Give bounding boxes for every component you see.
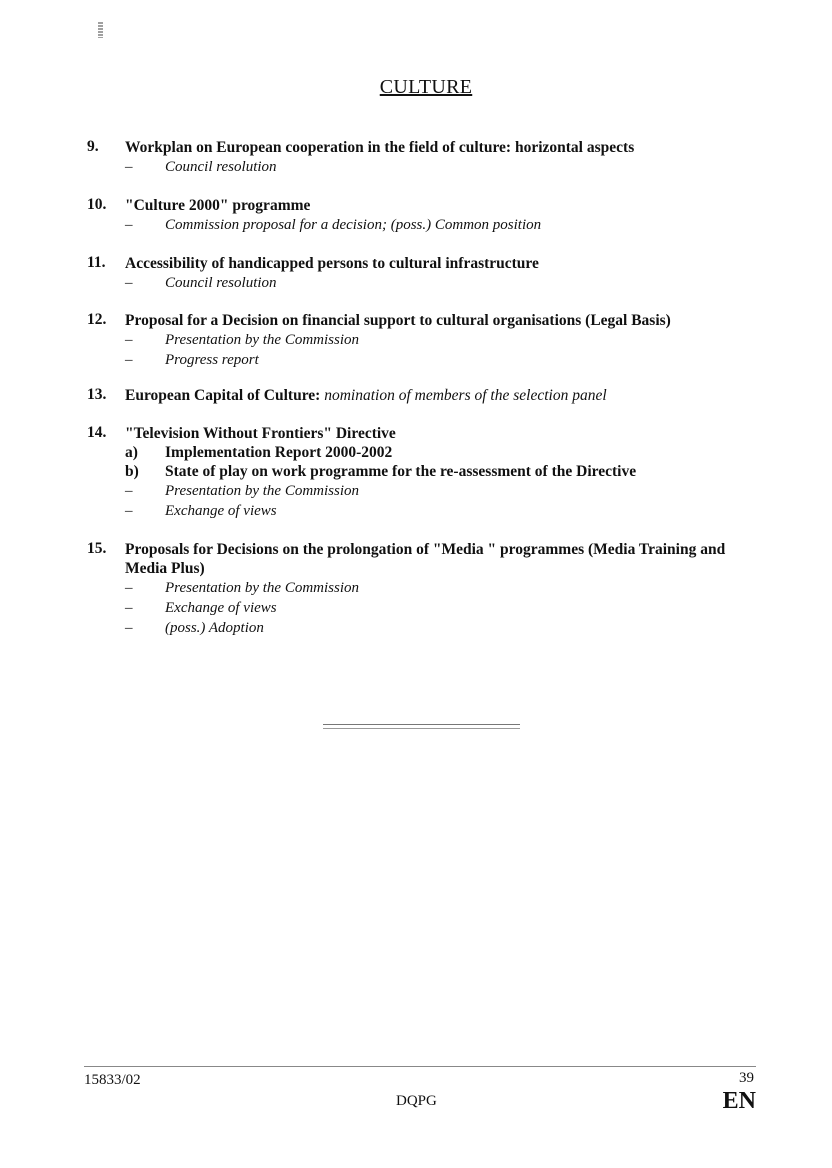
scan-artifact <box>98 22 103 38</box>
item-heading-suffix: nomination of members of the selection panel <box>324 387 607 404</box>
item-note: – Council resolution <box>125 275 277 291</box>
item-note: – Progress report <box>125 352 259 368</box>
page-number: 39 <box>739 1070 754 1086</box>
agenda-item-13 <box>87 386 767 405</box>
sub-item: b) State of play on work programme for the re-assessment of the Directive <box>125 463 637 480</box>
item-number: 10. <box>87 196 107 213</box>
item-heading: European Capital of Culture: nomination of members of the selection panel <box>125 387 607 404</box>
item-heading: "Culture 2000" programme <box>125 197 311 214</box>
item-heading: Proposal for a Decision on financial support to cultural organisations (Legal Basis) <box>125 312 671 329</box>
end-rule <box>323 724 520 729</box>
document-reference: 15833/02 <box>84 1072 141 1088</box>
footer-rule <box>84 1066 756 1067</box>
item-note: – Presentation by the Commission <box>125 332 360 348</box>
item-note: – Council resolution <box>125 159 277 175</box>
language-code: EN <box>722 1088 756 1114</box>
agenda-item-12 <box>87 311 767 370</box>
agenda-item-9 <box>87 138 767 177</box>
agenda-item-14 <box>87 424 767 521</box>
agenda-item-10 <box>87 196 767 235</box>
item-note: – Presentation by the Commission <box>125 483 360 499</box>
item-heading: Proposals for Decisions on the prolongation of "Media " programmes (Media Training and Media Plus) <box>125 541 726 577</box>
item-note: – Exchange of views <box>125 600 277 616</box>
page-title: CULTURE <box>379 76 473 98</box>
item-heading: Workplan on European cooperation in the field of culture: horizontal aspects <box>125 139 635 156</box>
item-number: 12. <box>87 311 107 328</box>
agenda-item-11 <box>87 254 767 293</box>
item-number: 14. <box>87 424 107 441</box>
item-number: 15. <box>87 540 107 557</box>
sub-item: a) Implementation Report 2000-2002 <box>125 444 393 461</box>
item-note: – Presentation by the Commission <box>125 580 360 596</box>
item-heading: Accessibility of handicapped persons to cultural infrastructure <box>125 255 539 272</box>
item-note: – (poss.) Adoption <box>125 620 264 636</box>
item-number: 9. <box>87 138 99 155</box>
unit-code: DQPG <box>396 1093 437 1109</box>
item-note: – Exchange of views <box>125 503 277 519</box>
item-heading: "Television Without Frontiers" Directive <box>125 425 396 442</box>
item-number: 11. <box>87 254 106 271</box>
item-note: – Commission proposal for a decision; (poss.) Common position <box>125 217 542 233</box>
agenda-item-15 <box>87 540 767 638</box>
item-number: 13. <box>87 386 107 403</box>
